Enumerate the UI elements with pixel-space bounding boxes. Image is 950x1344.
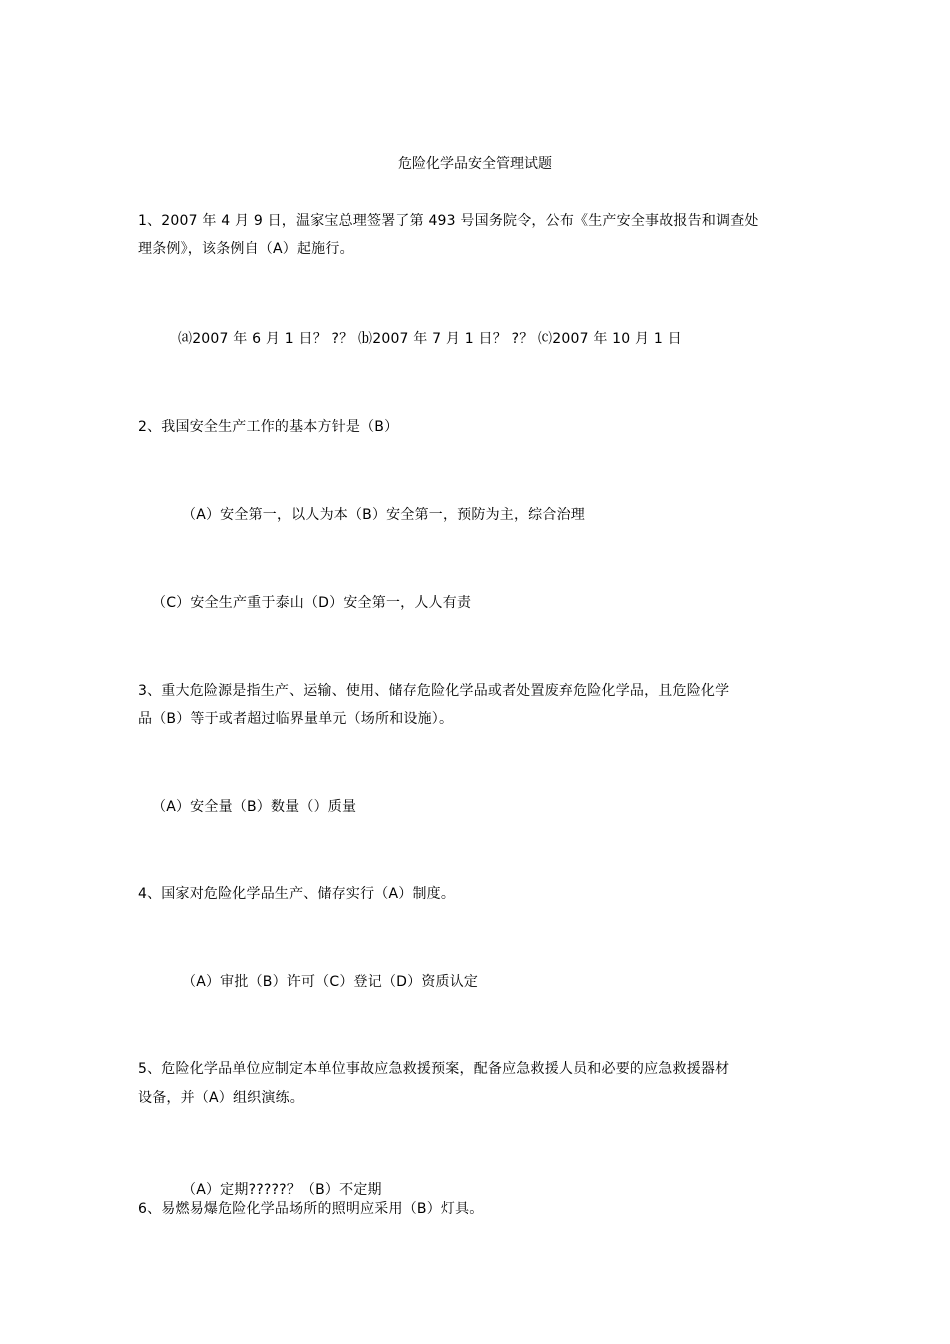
document-title: 危险化学品安全管理试题 xyxy=(398,156,552,172)
question-1-stem-line-1: 1、2007 年 4 月 9 日，温家宝总理签署了第 493 号国务院令，公布《生产安全事故报告和调查处 xyxy=(138,213,759,229)
question-5-stem-line-2: 设备，并（A）组织演练。 xyxy=(138,1090,304,1106)
question-1-options: ⒜2007 年 6 月 1 日？ ?？ ⒝2007 年 7 月 1 日？ ?？ ⒞2007 年 10 月 1 日 xyxy=(178,331,682,347)
question-2-stem: 2、我国安全生产工作的基本方针是（B） xyxy=(138,419,399,435)
question-1-stem-line-2: 理条例》，该条例自（A）起施行。 xyxy=(138,241,354,257)
question-3-stem-line-2: 品（B）等于或者超过临界量单元（场所和设施）。 xyxy=(138,711,454,727)
question-5-options: （A）定期?????？（B）不定期 xyxy=(182,1182,382,1198)
question-5-stem-line-1: 5、危险化学品单位应制定本单位事故应急救援预案，配备应急救援人员和必要的应急救援器材 xyxy=(138,1061,730,1077)
question-6-stem: 6、易燃易爆危险化学品场所的照明应采用（B）灯具。 xyxy=(138,1201,484,1217)
question-3-options: （A）安全量（B）数量（）质量 xyxy=(152,799,357,815)
question-3-stem-line-1: 3、重大危险源是指生产、运输、使用、储存危险化学品或者处置废弃危险化学品，且危险化学 xyxy=(138,683,730,699)
question-2-options-line-1: （A）安全第一，以人为本（B）安全第一，预防为主，综合治理 xyxy=(182,507,585,523)
question-4-options: （A）审批（B）许可（C）登记（D）资质认定 xyxy=(182,974,479,990)
question-2-options-line-2: （C）安全生产重于泰山（D）安全第一，人人有责 xyxy=(152,595,472,611)
question-4-stem: 4、国家对危险化学品生产、储存实行（A）制度。 xyxy=(138,886,456,902)
